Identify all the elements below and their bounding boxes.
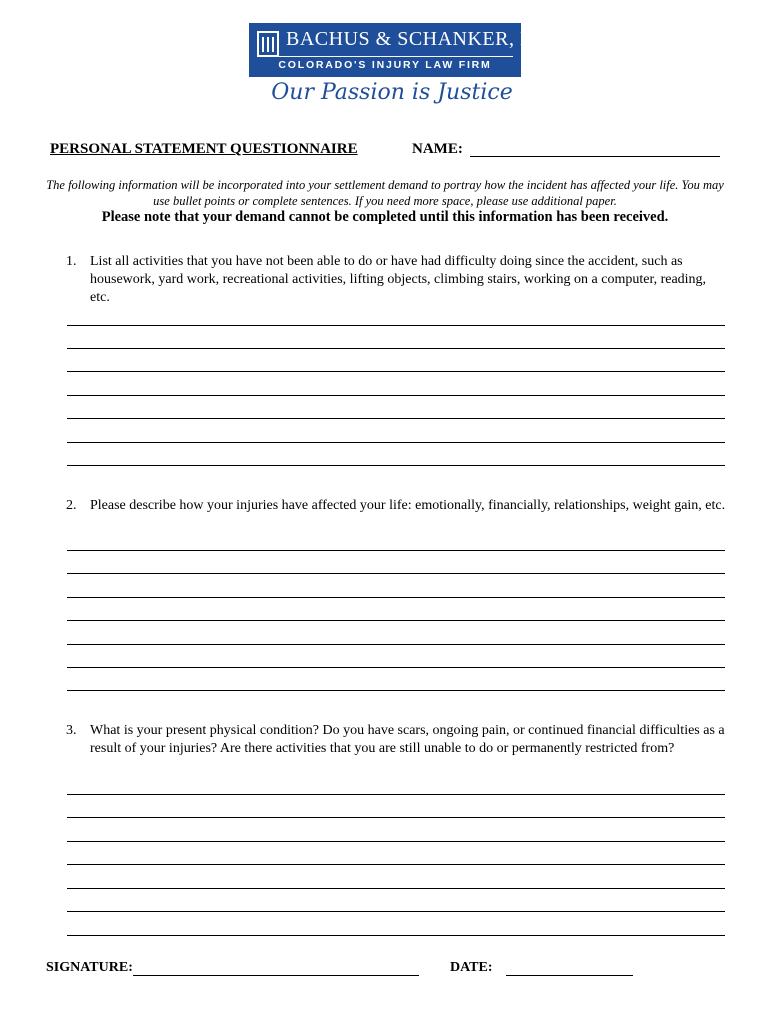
- title-row: [0, 141, 770, 161]
- answer-line-1-6[interactable]: [67, 442, 725, 443]
- answer-line-2-5[interactable]: [67, 644, 725, 645]
- question-text: What is your present physical condition? Do you have scars, ongoing pain, or continued financial difficulties as a result of your injuries? Are there activities that you are still unable to do or permanently restricted from?: [90, 723, 725, 756]
- question-2: [66, 497, 726, 515]
- question-text: Please describe how your injuries have affected your life: emotionally, financially, relationships, weight gain, etc.: [90, 498, 726, 513]
- answer-line-3-4[interactable]: [67, 864, 725, 865]
- logo-divider: [257, 56, 513, 57]
- answer-line-2-1[interactable]: [67, 550, 725, 551]
- form-title: PERSONAL STATEMENT QUESTIONNAIRE: [50, 141, 358, 157]
- answer-line-2-4[interactable]: [67, 620, 725, 621]
- date-label: DATE:: [450, 960, 493, 975]
- signature-row: [0, 960, 770, 980]
- answer-line-1-4[interactable]: [67, 395, 725, 396]
- answer-line-2-3[interactable]: [67, 597, 725, 598]
- signature-field[interactable]: [133, 975, 419, 976]
- firm-tagline: Our Passion is Justice: [271, 80, 513, 105]
- answer-line-2-7[interactable]: [67, 690, 725, 691]
- answer-line-2-6[interactable]: [67, 667, 725, 668]
- answer-line-1-3[interactable]: [67, 371, 725, 372]
- firm-logo: [249, 23, 560, 77]
- question-text: List all activities that you have not been able to do or have had difficulty doing since the accident, such as housework, yard work, recreational activities, lifting objects, climbing stairs, working on a computer, reading, etc.: [90, 254, 707, 305]
- answer-line-3-5[interactable]: [67, 888, 725, 889]
- answer-line-1-7[interactable]: [67, 465, 725, 466]
- firm-name: BACHUS & SCHANKER, LLC: [286, 28, 560, 50]
- answer-line-3-3[interactable]: [67, 841, 725, 842]
- date-field[interactable]: [506, 975, 633, 976]
- firm-subtitle: COLORADO'S INJURY LAW FIRM: [278, 59, 492, 71]
- answer-line-3-2[interactable]: [67, 817, 725, 818]
- pillar-emblem-icon: [257, 31, 279, 57]
- signature-label: SIGNATURE:: [46, 960, 133, 975]
- name-field[interactable]: [470, 156, 720, 157]
- answer-line-1-1[interactable]: [67, 325, 725, 326]
- answer-line-2-2[interactable]: [67, 573, 725, 574]
- question-3: [66, 722, 726, 758]
- question-number: 2.: [66, 498, 77, 513]
- intro-text: The following information will be incorporated into your settlement demand to portray how the incident has affected your life. You may use bullet points or complete sentences. If you need more space, please use additional paper.: [46, 178, 724, 208]
- answer-line-3-1[interactable]: [67, 794, 725, 795]
- question-1: [66, 253, 726, 307]
- important-note: Please note that your demand cannot be completed until this information has been received.: [101, 209, 669, 225]
- question-number: 3.: [66, 723, 77, 738]
- answer-line-1-5[interactable]: [67, 418, 725, 419]
- answer-line-3-6[interactable]: [67, 911, 725, 912]
- question-number: 1.: [66, 254, 77, 269]
- answer-line-1-2[interactable]: [67, 348, 725, 349]
- name-label: NAME:: [412, 141, 463, 157]
- answer-line-3-7[interactable]: [67, 935, 725, 936]
